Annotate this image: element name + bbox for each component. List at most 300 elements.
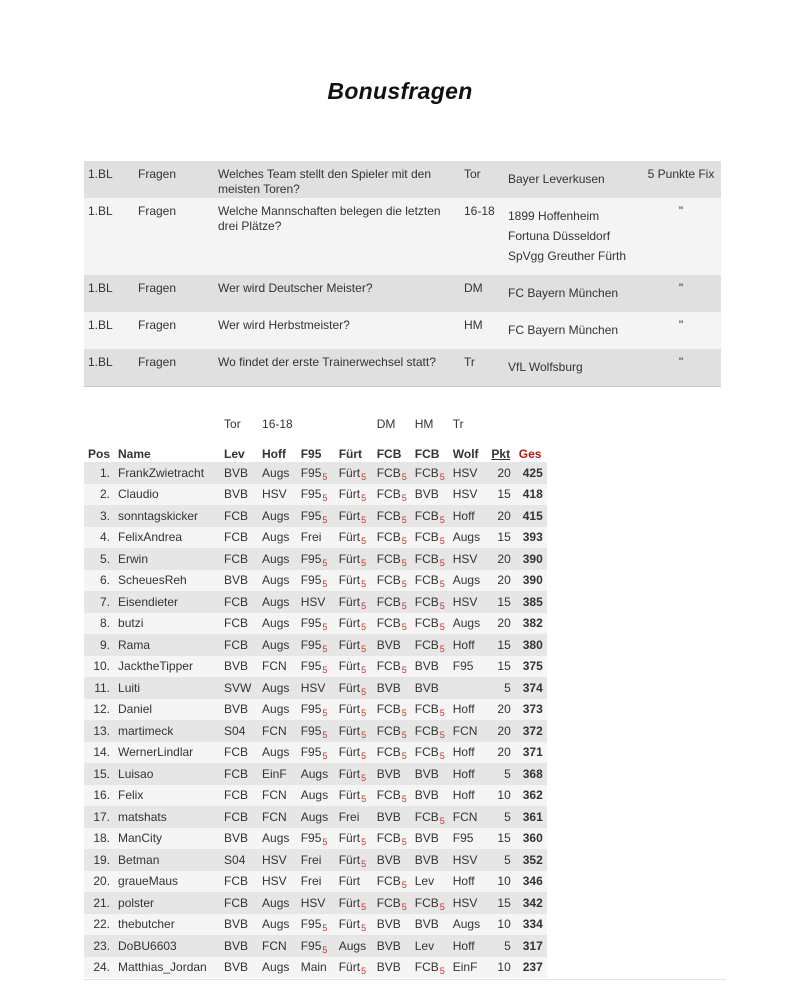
tip-cell (258, 935, 297, 957)
question-code: 16-18 (464, 204, 495, 218)
tip-team: Augs (262, 960, 290, 975)
tip-team: FCN (452, 723, 478, 738)
question-row (84, 161, 721, 198)
column-header: F95 (300, 447, 322, 461)
tip-cell (335, 613, 373, 635)
bonus-points: 15 (497, 530, 511, 545)
tip-team: Fürt (338, 487, 361, 502)
question-points: " (678, 355, 684, 369)
rank-position: 21. (93, 895, 111, 910)
tip-cell (335, 763, 373, 785)
tip-team: BVB (224, 487, 249, 502)
tip-cell (297, 527, 335, 549)
tip-team: Augs (262, 616, 290, 631)
tip-cell (258, 828, 297, 850)
tip-cell (297, 613, 335, 635)
tip-points: 5 (361, 772, 367, 783)
question-league: 1.BL (88, 318, 113, 332)
question-answer (504, 275, 641, 312)
tip-cell (335, 570, 373, 592)
tip-cell (373, 742, 411, 764)
tip-team: HSV (300, 594, 326, 609)
total-points: 418 (522, 487, 543, 502)
question-points: " (678, 204, 684, 218)
total-points: 375 (522, 659, 543, 674)
rank-position: 19. (93, 852, 111, 867)
tip-team: BVB (414, 659, 439, 674)
tip-cell (449, 548, 487, 570)
column-header: Pkt (491, 447, 511, 461)
tip-cell (297, 462, 335, 484)
tip-team: F95 (300, 637, 322, 652)
ranking-table (84, 416, 547, 978)
rank-position: 3. (100, 508, 111, 523)
tip-team: FCB (224, 766, 249, 781)
tip-team: FCB (376, 831, 401, 846)
tip-team: FCB (376, 573, 401, 588)
tip-team: Augs (262, 895, 290, 910)
tip-cell (297, 871, 335, 893)
column-header: Fürt (338, 447, 363, 461)
bonus-points: 10 (497, 960, 511, 975)
tip-team: BVB (376, 938, 401, 953)
total-points: 385 (522, 594, 543, 609)
tip-team: FCB (376, 487, 401, 502)
answer-item: FC Bayern München (508, 286, 619, 300)
tip-team: BVB (224, 960, 249, 975)
answer-item: Fortuna Düsseldorf (508, 229, 611, 243)
tip-cell (297, 484, 335, 506)
player-name: Betman (118, 852, 160, 867)
group-header-cell (297, 416, 335, 432)
tip-points: 5 (439, 622, 445, 633)
tip-team: BVB (414, 852, 439, 867)
tip-cell (411, 892, 449, 914)
tip-team: Augs (452, 917, 481, 932)
ranking-group-header (84, 416, 547, 432)
tip-cell (449, 957, 487, 979)
tip-cell (258, 591, 297, 613)
bonus-points: 15 (497, 659, 511, 674)
question-text: Wer wird Deutscher Meister? (218, 281, 373, 295)
tip-cell (373, 892, 411, 914)
tip-team: BVB (224, 917, 249, 932)
tip-cell (258, 914, 297, 936)
tip-cell (373, 699, 411, 721)
ranking-row (84, 785, 547, 807)
tip-cell (373, 484, 411, 506)
tip-team: BVB (376, 917, 401, 932)
tip-team: BVB (224, 831, 249, 846)
tip-points: 5 (361, 837, 367, 848)
tip-cell (449, 462, 487, 484)
answer-item: Bayer Leverkusen (508, 172, 605, 186)
tip-cell (297, 892, 335, 914)
rank-position: 24. (93, 960, 111, 975)
question-code: DM (464, 281, 483, 295)
ranking-row (84, 720, 547, 742)
tip-cell (335, 828, 373, 850)
tip-team: Fürt (338, 530, 361, 545)
ranking-row (84, 484, 547, 506)
tip-points: 5 (361, 514, 367, 525)
tip-points: 5 (439, 536, 445, 547)
bonus-points: 10 (497, 788, 511, 803)
question-type: Fragen (138, 204, 177, 218)
tip-team: FCB (376, 594, 401, 609)
tip-points: 5 (439, 643, 445, 654)
tip-team: Fürt (338, 723, 361, 738)
tip-cell (335, 720, 373, 742)
question-type: Fragen (138, 318, 177, 332)
rank-position: 22. (93, 917, 111, 932)
column-header: Wolf (452, 447, 479, 461)
bonus-points: 5 (504, 852, 511, 867)
tip-cell (373, 677, 411, 699)
tip-cell (373, 828, 411, 850)
tip-team: F95 (300, 745, 322, 760)
group-header-cell (84, 416, 116, 432)
tip-team: FCB (224, 530, 249, 545)
question-row (84, 312, 721, 349)
ranking-row (84, 935, 547, 957)
tip-points: 5 (401, 579, 407, 590)
tip-cell (220, 914, 258, 936)
tip-team: BVB (376, 809, 401, 824)
rank-position: 9. (100, 637, 111, 652)
tip-team: S04 (224, 852, 246, 867)
group-header-cell: 16-18 (262, 417, 293, 431)
question-answer (504, 198, 641, 275)
tip-cell (373, 785, 411, 807)
tip-cell (335, 849, 373, 871)
tip-cell (449, 806, 487, 828)
tip-team: BVB (224, 465, 249, 480)
tip-team: Hoff (452, 766, 475, 781)
tip-team: Hoff (452, 637, 475, 652)
bonus-points: 5 (504, 809, 511, 824)
tip-cell (411, 935, 449, 957)
tip-team: F95 (300, 508, 322, 523)
question-code: Tor (464, 167, 481, 181)
group-header-cell (515, 416, 547, 432)
tip-team: FCB (224, 508, 249, 523)
player-name: graueMaus (118, 874, 179, 889)
tip-team: Lev (414, 938, 435, 953)
tip-cell (335, 505, 373, 527)
tip-cell (335, 699, 373, 721)
tip-team: F95 (452, 831, 474, 846)
ranking-row (84, 742, 547, 764)
tip-team: FCN (262, 809, 287, 824)
question-league: 1.BL (88, 167, 113, 181)
tip-team: Hoff (452, 788, 475, 803)
group-header-cell (487, 416, 515, 432)
tip-team: HSV (452, 465, 478, 480)
player-name: Claudio (118, 487, 159, 502)
tip-cell (297, 505, 335, 527)
question-text: Welches Team stellt den Spieler mit den meisten Toren? (218, 167, 431, 196)
tip-cell (297, 720, 335, 742)
tip-team: FCB (224, 594, 249, 609)
tip-points: 5 (361, 751, 367, 762)
tip-team: Hoff (452, 874, 475, 889)
tip-cell (449, 892, 487, 914)
tip-points: 5 (439, 471, 445, 482)
bonus-points: 15 (497, 831, 511, 846)
bonus-points: 10 (497, 874, 511, 889)
tip-cell (258, 720, 297, 742)
ranking-row (84, 828, 547, 850)
tip-cell (449, 484, 487, 506)
tip-cell (220, 849, 258, 871)
tip-team: FCN (452, 809, 478, 824)
tip-points: 5 (361, 686, 367, 697)
column-header: Name (118, 447, 151, 461)
tip-cell (258, 656, 297, 678)
answer-item: FC Bayern München (508, 323, 619, 337)
question-answer (504, 349, 641, 386)
player-name: FrankZwietracht (118, 465, 205, 480)
total-points: 415 (522, 508, 543, 523)
tip-points: 5 (361, 643, 367, 654)
answer-item: 1899 Hoffenheim (508, 209, 600, 223)
tip-team: Hoff (452, 702, 475, 717)
player-name: thebutcher (118, 917, 175, 932)
tip-cell (373, 570, 411, 592)
tip-points: 5 (322, 622, 328, 633)
tip-team: Fürt (338, 508, 361, 523)
total-points: 346 (522, 874, 543, 889)
tip-team: HSV (262, 874, 287, 889)
tip-cell (220, 892, 258, 914)
ranking-row (84, 892, 547, 914)
tip-team: F95 (300, 723, 322, 738)
tip-team: F95 (300, 487, 322, 502)
tip-team: BVB (376, 766, 401, 781)
tip-team: FCB (376, 508, 401, 523)
tip-cell (373, 634, 411, 656)
tip-team: S04 (224, 723, 246, 738)
tip-cell (449, 849, 487, 871)
tip-cell (335, 527, 373, 549)
total-points: 390 (522, 551, 543, 566)
tip-cell (449, 677, 487, 699)
total-points: 380 (522, 637, 543, 652)
tip-cell (297, 548, 335, 570)
tip-team: HSV (300, 895, 326, 910)
tip-cell (411, 527, 449, 549)
tip-team: Main (300, 960, 327, 975)
tip-team: Augs (452, 573, 481, 588)
rank-position: 13. (93, 723, 111, 738)
tip-team: FCB (414, 960, 439, 975)
tip-cell (449, 935, 487, 957)
rank-position: 16. (93, 788, 111, 803)
tip-cell (449, 570, 487, 592)
tip-points: 5 (401, 665, 407, 676)
ranking-row (84, 763, 547, 785)
tip-team: FCB (414, 723, 439, 738)
player-name: polster (118, 895, 155, 910)
tip-team: BVB (414, 680, 439, 695)
group-header-cell (335, 416, 373, 432)
tip-team: FCB (376, 659, 401, 674)
tip-team: Frei (300, 852, 322, 867)
tip-team: FCB (376, 895, 401, 910)
tip-cell (449, 742, 487, 764)
bonus-points: 15 (497, 895, 511, 910)
bonus-points: 15 (497, 487, 511, 502)
column-header: FCB (414, 447, 440, 461)
tip-points: 5 (361, 858, 367, 869)
tip-team: Fürt (338, 766, 361, 781)
bonus-points: 20 (497, 573, 511, 588)
question-code: Tr (464, 355, 475, 369)
tip-team: FCN (262, 723, 287, 738)
question-row (84, 198, 721, 275)
tip-team: BVB (224, 938, 249, 953)
question-answer (504, 161, 641, 198)
tip-team: FCB (376, 788, 401, 803)
tip-cell (220, 720, 258, 742)
tip-cell (258, 634, 297, 656)
tip-team: Lev (414, 874, 435, 889)
tip-points: 5 (322, 923, 328, 934)
tip-cell (297, 763, 335, 785)
rank-position: 17. (93, 809, 111, 824)
tip-cell (411, 828, 449, 850)
tip-points: 5 (401, 600, 407, 611)
tip-team: BVB (376, 637, 401, 652)
tip-team: BVB (414, 917, 439, 932)
tip-cell (297, 806, 335, 828)
tip-cell (335, 634, 373, 656)
column-header: Hoff (262, 447, 287, 461)
tip-cell (411, 806, 449, 828)
tip-cell (335, 656, 373, 678)
tip-team: FCB (224, 895, 249, 910)
tip-team: Fürt (338, 917, 361, 932)
tip-cell (258, 527, 297, 549)
tip-cell (335, 484, 373, 506)
tip-team: Fürt (338, 874, 361, 889)
player-name: ManCity (118, 831, 163, 846)
question-code: HM (464, 318, 483, 332)
tip-team: Augs (452, 616, 481, 631)
player-name: martimeck (118, 723, 174, 738)
bonus-points: 5 (504, 766, 511, 781)
tip-cell (220, 806, 258, 828)
question-points: " (678, 318, 684, 332)
tip-cell (449, 656, 487, 678)
tip-team: Augs (300, 788, 329, 803)
tip-cell (220, 871, 258, 893)
tip-team: FCB (414, 702, 439, 717)
tip-points: 5 (439, 708, 445, 719)
question-text: Welche Mannschaften belegen die letzten drei Plätze? (218, 204, 441, 233)
tip-points: 5 (439, 729, 445, 740)
tip-team: BVB (224, 702, 249, 717)
tip-cell (373, 505, 411, 527)
total-points: 382 (522, 616, 543, 631)
player-name: WernerLindlar (118, 745, 194, 760)
tip-cell (335, 462, 373, 484)
rank-position: 10. (93, 659, 111, 674)
rank-position: 23. (93, 938, 111, 953)
player-name: Luiti (118, 680, 141, 695)
tip-points: 5 (401, 536, 407, 547)
tip-team: BVB (376, 680, 401, 695)
tip-cell (258, 742, 297, 764)
tip-cell (373, 462, 411, 484)
tip-team: FCN (262, 938, 287, 953)
tip-team: Fürt (338, 680, 361, 695)
tip-team: FCB (376, 874, 401, 889)
tip-cell (411, 849, 449, 871)
tip-team: FCB (414, 895, 439, 910)
rank-position: 20. (93, 874, 111, 889)
ranking-row (84, 699, 547, 721)
tip-team: FCB (414, 465, 439, 480)
tip-team: Augs (262, 465, 290, 480)
ranking-row (84, 634, 547, 656)
ranking-row (84, 613, 547, 635)
tip-cell (335, 914, 373, 936)
tip-team: Augs (262, 745, 290, 760)
tip-team: FCB (414, 573, 439, 588)
tip-cell (373, 548, 411, 570)
tip-team: BVB (224, 573, 249, 588)
tip-cell (220, 484, 258, 506)
tip-team: BVB (376, 852, 401, 867)
bonus-points: 20 (497, 723, 511, 738)
group-header-cell (116, 416, 220, 432)
tip-cell (220, 527, 258, 549)
tip-cell (411, 763, 449, 785)
tip-team: Frei (300, 874, 322, 889)
tip-points: 5 (322, 665, 328, 676)
tip-team: Augs (262, 917, 290, 932)
tip-team: Augs (262, 573, 290, 588)
tip-cell (335, 957, 373, 979)
tip-cell (449, 634, 487, 656)
tip-cell (373, 914, 411, 936)
tip-team: HSV (452, 594, 478, 609)
rank-position: 8. (100, 616, 111, 631)
tip-team: Augs (300, 809, 329, 824)
bonus-points: 20 (497, 745, 511, 760)
tip-points: 5 (439, 751, 445, 762)
rank-position: 12. (93, 702, 111, 717)
tip-cell (373, 613, 411, 635)
tip-cell (220, 957, 258, 979)
tip-points: 5 (401, 901, 407, 912)
group-header-cell: HM (414, 417, 434, 431)
tip-points: 5 (439, 557, 445, 568)
bonus-points: 15 (497, 637, 511, 652)
tip-team: Fürt (338, 637, 361, 652)
tip-team: BVB (414, 831, 439, 846)
tip-cell (449, 505, 487, 527)
tip-team: F95 (300, 616, 322, 631)
tip-cell (297, 935, 335, 957)
tip-team: Augs (262, 551, 290, 566)
tip-team: Fürt (338, 895, 361, 910)
tip-cell (297, 591, 335, 613)
tip-team: FCB (414, 637, 439, 652)
tip-team: FCB (414, 745, 439, 760)
